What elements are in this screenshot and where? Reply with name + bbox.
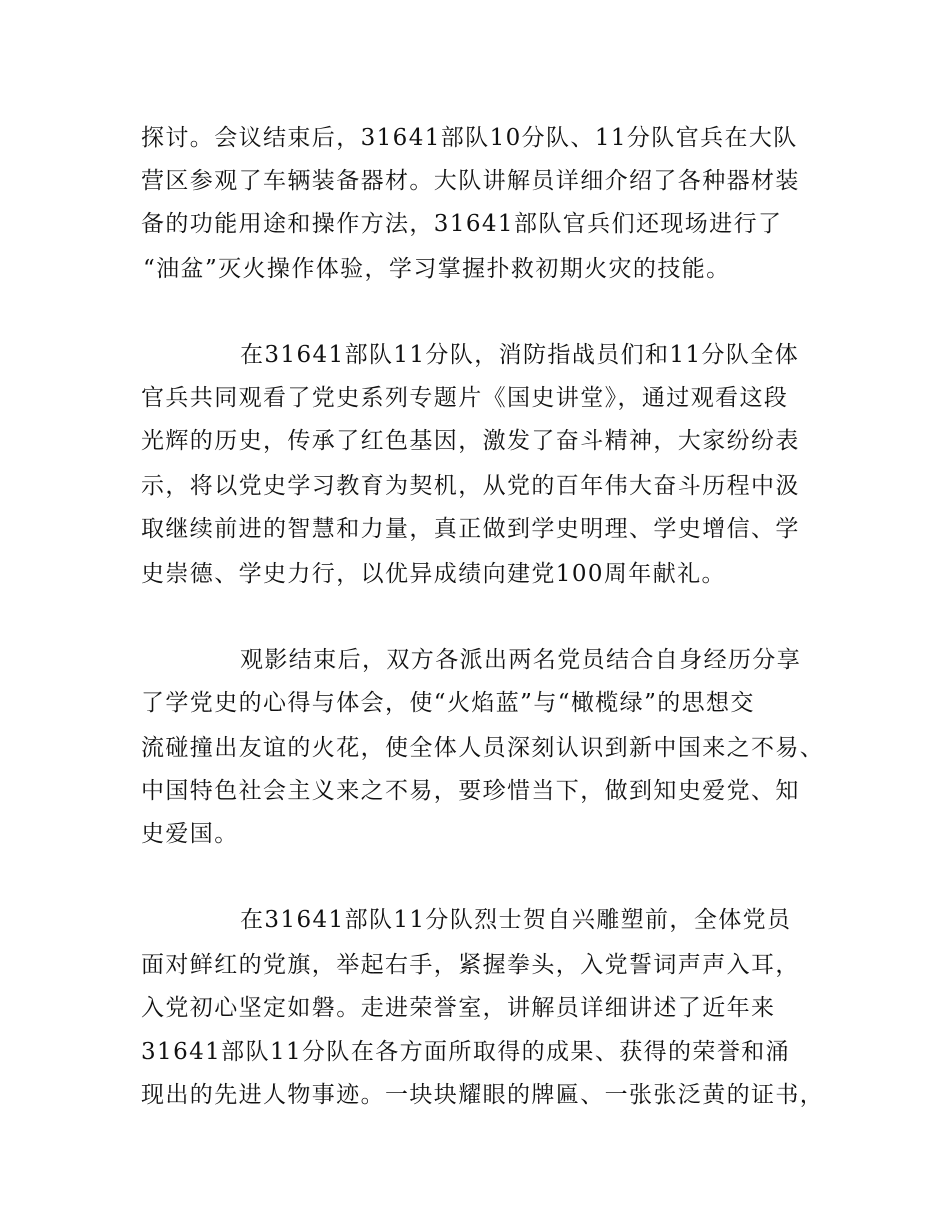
- paragraph-line: 观影结束后，双方各派出两名党员结合自身经历分享: [240, 647, 802, 673]
- paragraph-line: 示，将以党史学习教育为契机，从党的百年伟大奋斗历程中汲: [141, 473, 800, 499]
- paragraph-line: 史崇德、学史力行，以优异成绩向建党100周年献礼。: [141, 561, 726, 587]
- paragraph-line: 官兵共同观看了党史系列专题片《国史讲堂》，通过观看这段: [141, 385, 789, 411]
- paragraph-line: 探讨。会议结束后，31641部队10分队、11分队官兵在大队: [141, 125, 798, 151]
- paragraph-line: 史爱国。: [141, 821, 239, 847]
- paragraph-line: 31641部队11分队在各方面所取得的成果、获得的荣誉和涌: [141, 1039, 791, 1065]
- paragraph-line: 面对鲜红的党旗，举起右手，紧握拳头，入党誓词声声入耳，: [141, 952, 800, 978]
- paragraph-line: 取继续前进的智慧和力量，真正做到学史明理、学史增信、学: [141, 516, 800, 542]
- paragraph-line: 流碰撞出友谊的火花，使全体人员深刻认识到新中国来之不易、: [141, 735, 825, 761]
- paragraph-line: 在31641部队11分队，消防指战员们和11分队全体: [240, 342, 800, 368]
- paragraph-line: 在31641部队11分队烈士贺自兴雕塑前，全体党员: [240, 907, 792, 933]
- paragraph-line: 现出的先进人物事迹。一块块耀眼的牌匾、一张张泛黄的证书，: [141, 1082, 825, 1108]
- paragraph-line: 中国特色社会主义来之不易，要珍惜当下，做到知史爱党、知: [141, 778, 800, 804]
- paragraph-line: 了学党史的心得与体会，使“火焰蓝”与“橄榄绿”的思想交: [141, 690, 755, 716]
- paragraph-line: 营区参观了车辆装备器材。大队讲解员详细介绍了各种器材装: [141, 168, 800, 194]
- paragraph-line: “油盆”灭火操作体验，学习掌握扑救初期火灾的技能。: [143, 256, 731, 282]
- paragraph-line: 入党初心坚定如磐。走进荣誉室，讲解员详细讲述了近年来: [141, 995, 776, 1021]
- paragraph-line: 备的功能用途和操作方法，31641部队官兵们还现场进行了: [141, 211, 783, 237]
- paragraph-line: 光辉的历史，传承了红色基因，激发了奋斗精神，大家纷纷表: [141, 428, 800, 454]
